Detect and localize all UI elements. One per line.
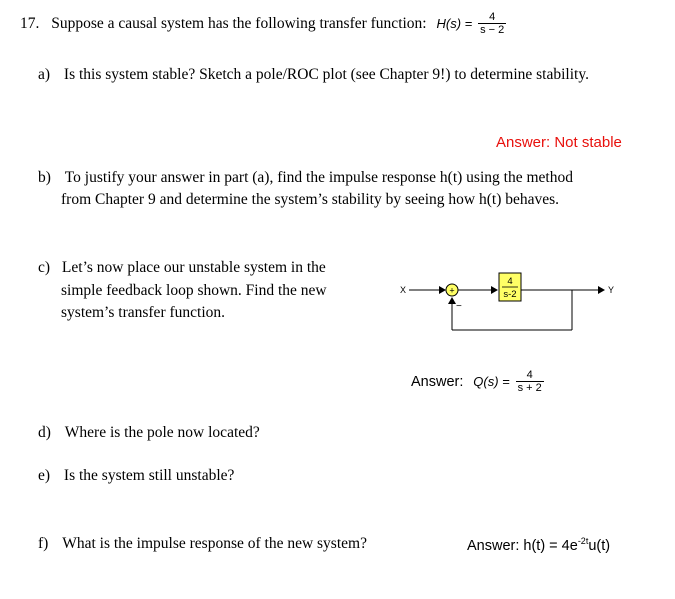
- part-c-answer-label: Answer:: [411, 374, 464, 391]
- part-f-label: f): [38, 535, 49, 552]
- part-b-line-1: To justify your answer in part (a), find the impulse response h(t) using the method: [64, 169, 573, 186]
- q-transfer-function-lhs: Q(s) =: [473, 374, 510, 390]
- feedback-minus-sign: −: [456, 301, 462, 312]
- output-arrowhead: [598, 286, 605, 294]
- part-d-label: d): [38, 424, 51, 441]
- part-b-label: b): [38, 169, 51, 186]
- part-b-line-2: from Chapter 9 and determine the system’s stability by seeing how h(t) behaves.: [61, 191, 560, 208]
- transfer-function-lhs: H(s) =: [436, 16, 473, 32]
- problem-intro: Suppose a causal system has the following transfer function:: [51, 15, 427, 33]
- part-a-question: [38, 66, 589, 84]
- part-c-label: c): [38, 259, 51, 276]
- part-a-text: Is this system stable? Sketch a pole/ROC plot (see Chapter 9!) to determine stability.: [63, 66, 589, 83]
- part-b-question: [38, 169, 573, 187]
- part-f-answer-exponent: -2t: [577, 536, 589, 546]
- problem-number: 17.: [20, 15, 40, 33]
- part-d-text: Where is the pole now located?: [64, 424, 260, 441]
- part-c-answer: [411, 370, 544, 395]
- q-transfer-function-fraction: [516, 369, 544, 394]
- forward-arrowhead: [491, 286, 498, 294]
- part-a-label: a): [38, 66, 51, 83]
- tf-denominator: s − 2: [480, 24, 505, 36]
- part-f-answer: [467, 536, 610, 554]
- input-arrowhead: [439, 286, 446, 294]
- part-c-line-1: Let’s now place our unstable system in the: [61, 259, 326, 276]
- diagram-output-label: Y: [608, 285, 615, 295]
- part-e-text: Is the system still unstable?: [63, 467, 235, 484]
- part-f-answer-prefix: Answer: h(t) = 4e: [467, 537, 578, 554]
- plant-block-numerator: 4: [507, 276, 513, 287]
- feedback-loop-diagram: [395, 266, 620, 338]
- q-numerator: 4: [526, 369, 533, 381]
- part-f-question: [38, 535, 367, 553]
- part-e-label: e): [38, 467, 51, 484]
- part-c-line-2: simple feedback loop shown. Find the new: [61, 282, 327, 299]
- part-f-text: What is the impulse response of the new system?: [62, 535, 367, 552]
- tf-numerator: 4: [489, 11, 496, 23]
- q-denominator: s + 2: [517, 382, 542, 394]
- plant-block-denominator: s-2: [503, 289, 517, 300]
- diagram-input-label: X: [400, 285, 407, 295]
- part-e-question: [38, 467, 234, 485]
- summing-plus-sign: +: [449, 285, 455, 296]
- part-f-answer-suffix: u(t): [588, 537, 611, 554]
- transfer-function-fraction: [478, 11, 506, 36]
- part-c-question: [38, 259, 326, 277]
- part-a-answer: Answer: Not stable: [496, 134, 622, 151]
- part-d-question: [38, 424, 260, 442]
- feedback-arrowhead: [448, 297, 456, 304]
- problem-statement: [20, 12, 506, 37]
- part-c-line-3: system’s transfer function.: [61, 304, 226, 321]
